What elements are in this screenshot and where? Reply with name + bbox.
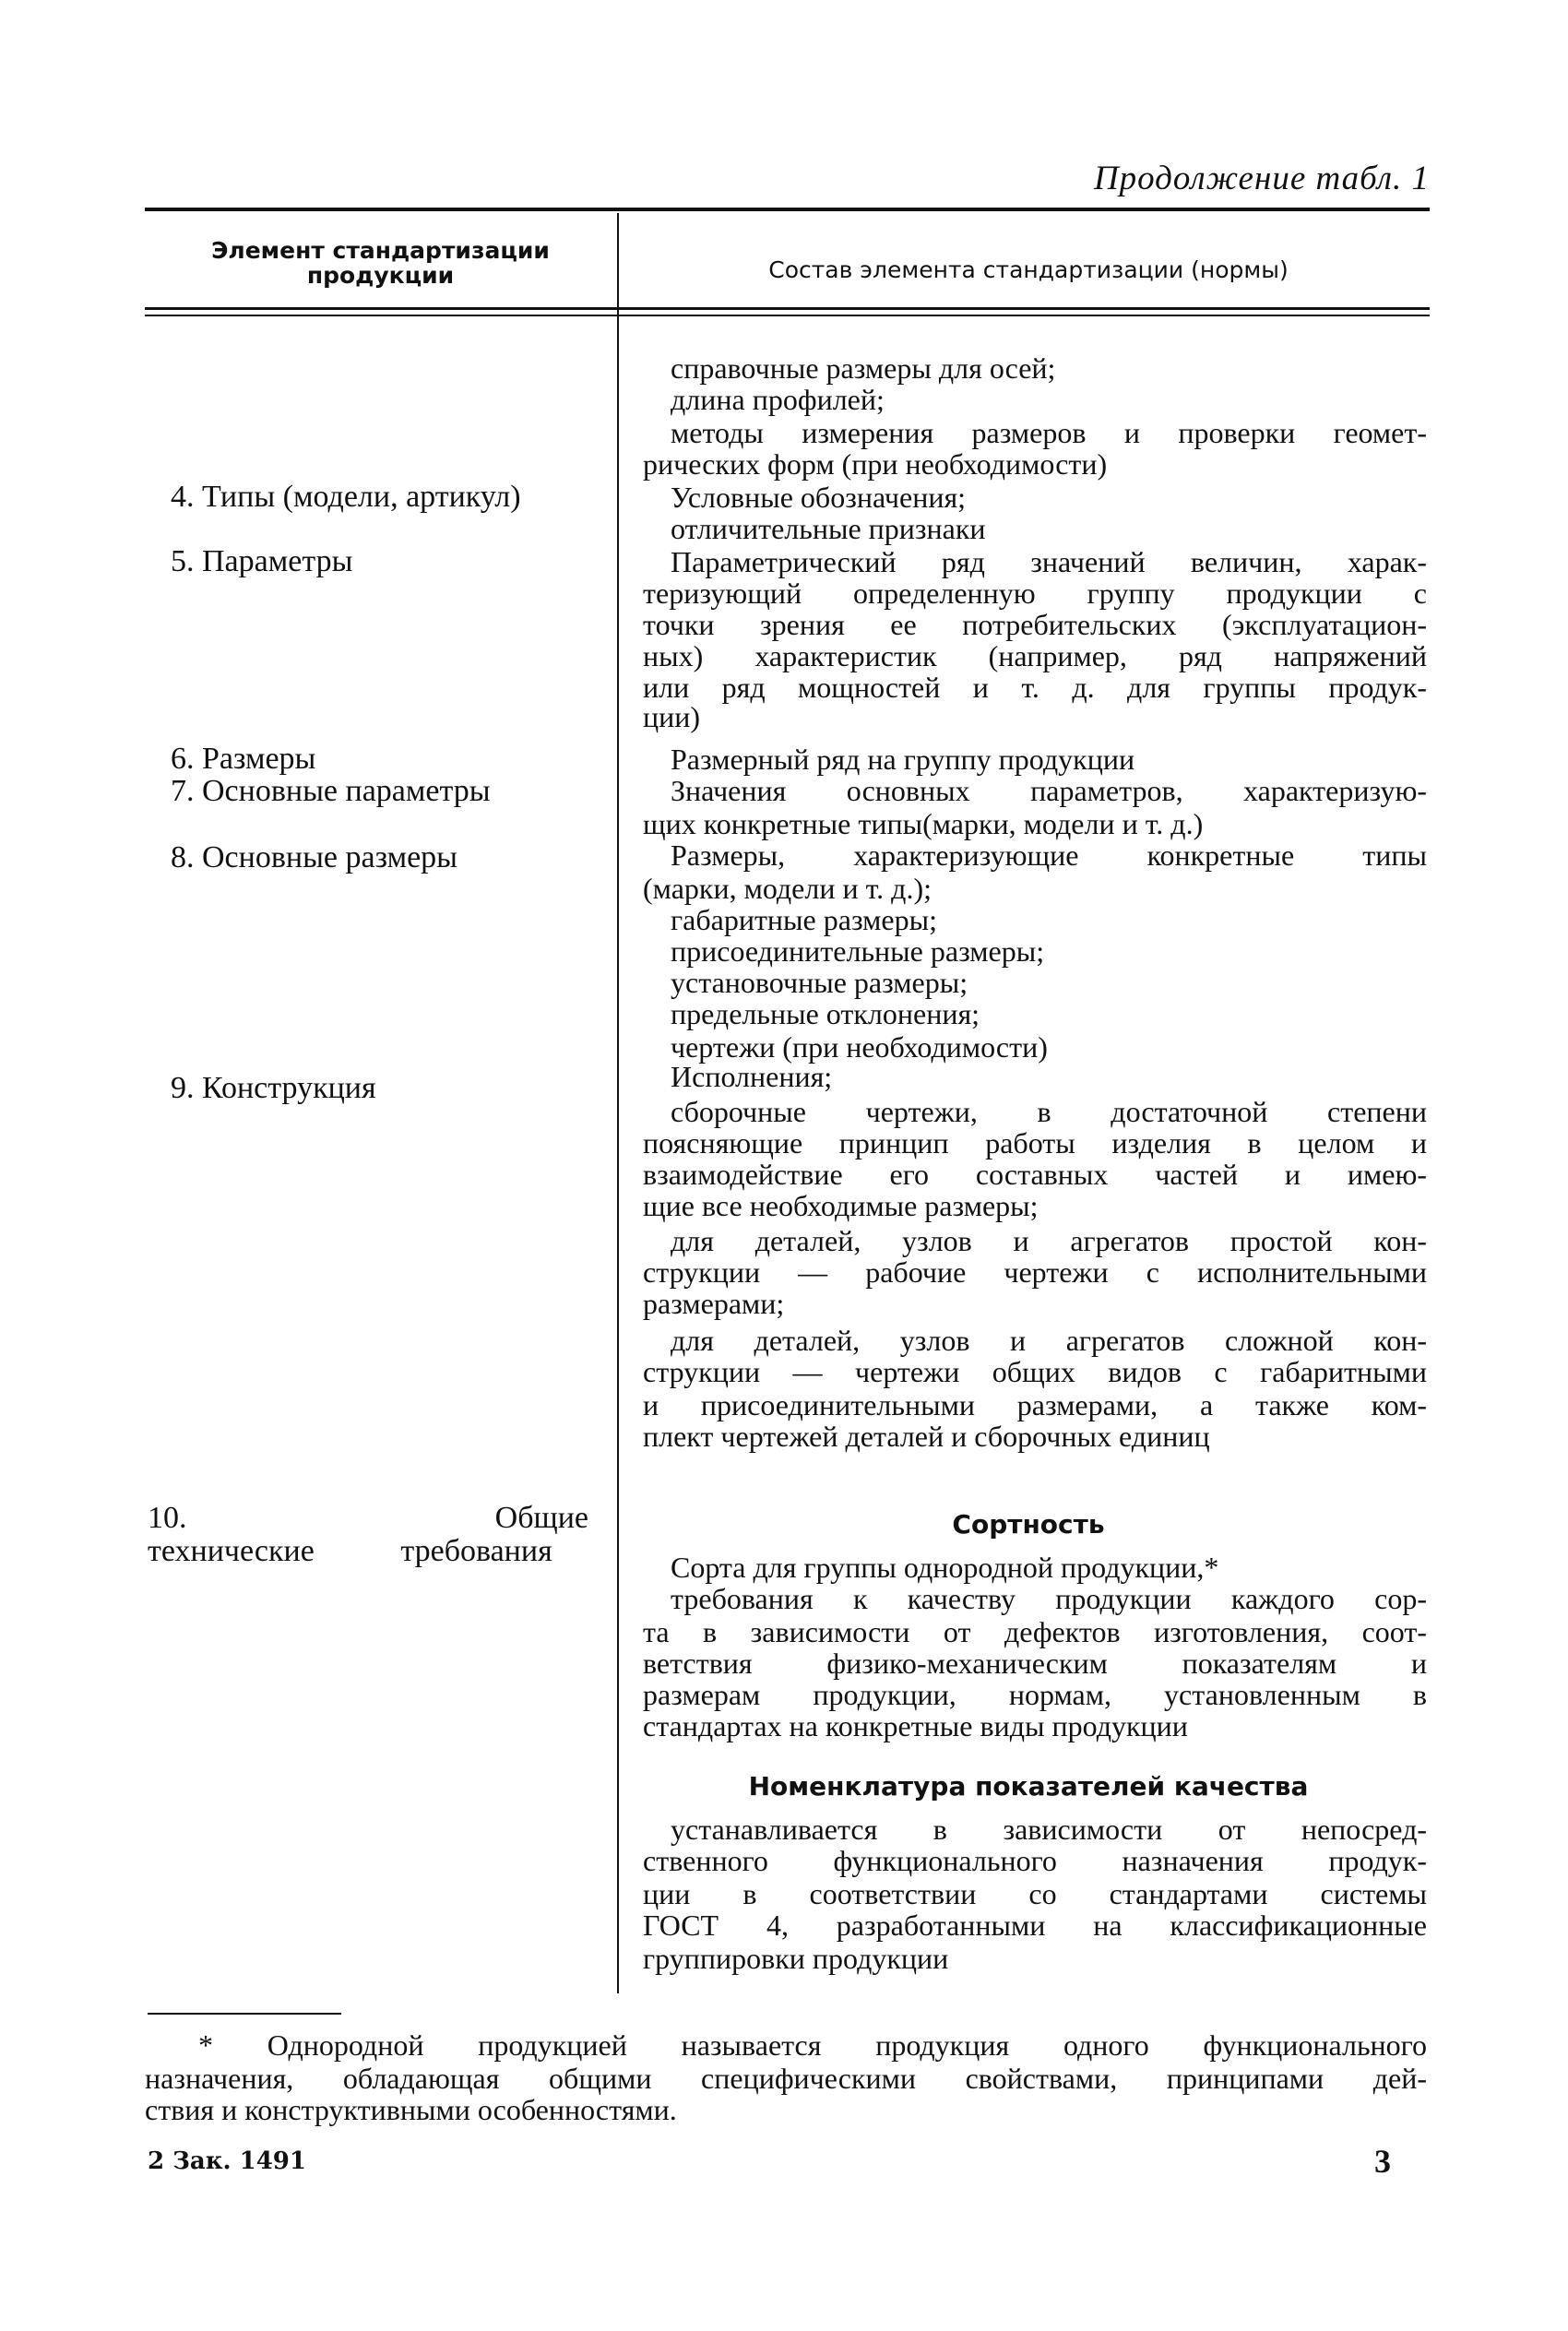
sortnost-line: ветствия физико-механическим показателям и	[643, 1647, 1427, 1680]
sortnost-line: та в зависимости от дефектов изготовления, соот-	[643, 1615, 1427, 1648]
norm-line: струкции — чертежи общих видов с габаритными	[643, 1355, 1427, 1388]
norm-line: точки зрения ее потребительских (эксплуатацион-	[643, 608, 1427, 641]
sortnost-line: требования к качеству продукции каждого сор-	[671, 1582, 1427, 1615]
header-bottom-rule-2	[145, 315, 1430, 316]
norm-line: размерами;	[643, 1287, 785, 1320]
header-left-cell: Элемент стандартизации продукции	[211, 237, 550, 289]
norm-line: Размерный ряд на группу продукции	[671, 743, 1135, 776]
norm-line: и присоединительными размерами, а также ком-	[643, 1388, 1427, 1421]
norm-line: габаритные размеры;	[671, 903, 937, 936]
left-item-6: 6. Размеры	[171, 742, 316, 776]
norm-line: установочные размеры;	[671, 966, 968, 999]
norm-line: чертежи (при необходимости)	[671, 1030, 1048, 1064]
left-item-8: 8. Основные размеры	[171, 840, 458, 874]
nomenklatura-line: ГОСТ 4, разработанными на классификационные	[643, 1909, 1427, 1942]
sortnost-line: Сорта для группы однородной продукции,*	[671, 1551, 1219, 1584]
norm-line: отличительные признаки	[671, 512, 986, 545]
norm-line: Исполнения;	[671, 1060, 833, 1093]
left-item-4: 4. Типы (модели, артикул)	[171, 480, 521, 514]
norm-line: струкции — рабочие чертежи с исполнительными	[643, 1255, 1427, 1289]
norm-line: щие все необходимые размеры;	[643, 1189, 1039, 1222]
page-number: 3	[1374, 2143, 1391, 2180]
norm-line: ции)	[643, 700, 701, 733]
norm-line: сборочные чертежи, в достаточной степени	[671, 1095, 1427, 1128]
norm-line: теризующий определенную группу продукции с	[643, 577, 1427, 610]
column-divider	[617, 213, 619, 1993]
print-order-label: 2 Зак. 1491	[148, 2147, 306, 2175]
norm-line: предельные отклонения;	[671, 997, 980, 1030]
norm-line: поясняющие принцип работы изделия в целом и	[643, 1126, 1427, 1160]
norm-line: Параметрический ряд значений величин, харак-	[671, 545, 1427, 578]
norm-line: методы измерения размеров и проверки геомет-	[671, 416, 1427, 449]
left-item-10: 10. Общие технические требования	[148, 1501, 588, 1568]
norm-line: ных) характеристик (например, ряд напряжений	[643, 639, 1427, 672]
section-title-nomenklatura: Номенклатура показателей качества	[748, 1771, 1309, 1802]
footnote-line: назначения, обладающая общими специфическими свойствами, принципами дей-	[145, 2062, 1427, 2095]
norm-line: щих конкретные типы(марки, модели и т. д.)	[643, 807, 1204, 840]
norm-line: или ряд мощностей и т. д. для группы продук-	[643, 671, 1427, 704]
section-title-sortnost: Сортность	[952, 1509, 1105, 1540]
norm-line: рических форм (при необходимости)	[643, 447, 1108, 481]
footnote-line: ствия и конструктивными особенностями.	[145, 2093, 677, 2126]
norm-line: взаимодействие его составных частей и имею-	[643, 1158, 1427, 1191]
norm-line: справочные размеры для осей;	[671, 351, 1056, 385]
left-item-5: 5. Параметры	[171, 544, 353, 578]
norm-line: Размеры, характеризующие конкретные типы	[671, 838, 1427, 872]
norm-line: плект чертежей деталей и сборочных единиц	[643, 1420, 1210, 1453]
table-top-rule	[145, 208, 1430, 211]
norm-line: Значения основных параметров, характеризую-	[671, 774, 1427, 807]
norm-line: Условные обозначения;	[671, 481, 967, 514]
norm-line: присоединительные размеры;	[671, 934, 1045, 968]
sortnost-line: размерам продукции, нормам, установленным в	[643, 1678, 1427, 1711]
left-item-9: 9. Конструкция	[171, 1071, 376, 1105]
nomenklatura-line: группировки продукции	[643, 1942, 949, 1975]
sortnost-line: стандартах на конкретные виды продукции	[643, 1709, 1188, 1742]
norm-line: (марки, модели и т. д.);	[643, 872, 932, 905]
norm-line: для деталей, узлов и агрегатов простой кон-	[671, 1224, 1427, 1257]
left-item-7: 7. Основные параметры	[171, 774, 491, 808]
header-right-cell: Состав элемента стандартизации (нормы)	[768, 256, 1289, 283]
nomenklatura-line: устанавливается в зависимости от непосред-	[671, 1813, 1427, 1846]
nomenklatura-line: ции в соответствии со стандартами системы	[643, 1877, 1427, 1910]
norm-line: длина профилей;	[671, 383, 885, 416]
footnote-rule	[148, 2013, 341, 2015]
header-bottom-rule	[145, 307, 1430, 310]
nomenklatura-line: ственного функционального назначения продук-	[643, 1844, 1427, 1877]
continuation-label: Продолжение табл. 1	[1093, 160, 1430, 197]
footnote-line: * Однородной продукцией называется продукция одного функционального	[198, 2028, 1427, 2062]
norm-line: для деталей, узлов и агрегатов сложной кон-	[671, 1324, 1427, 1357]
